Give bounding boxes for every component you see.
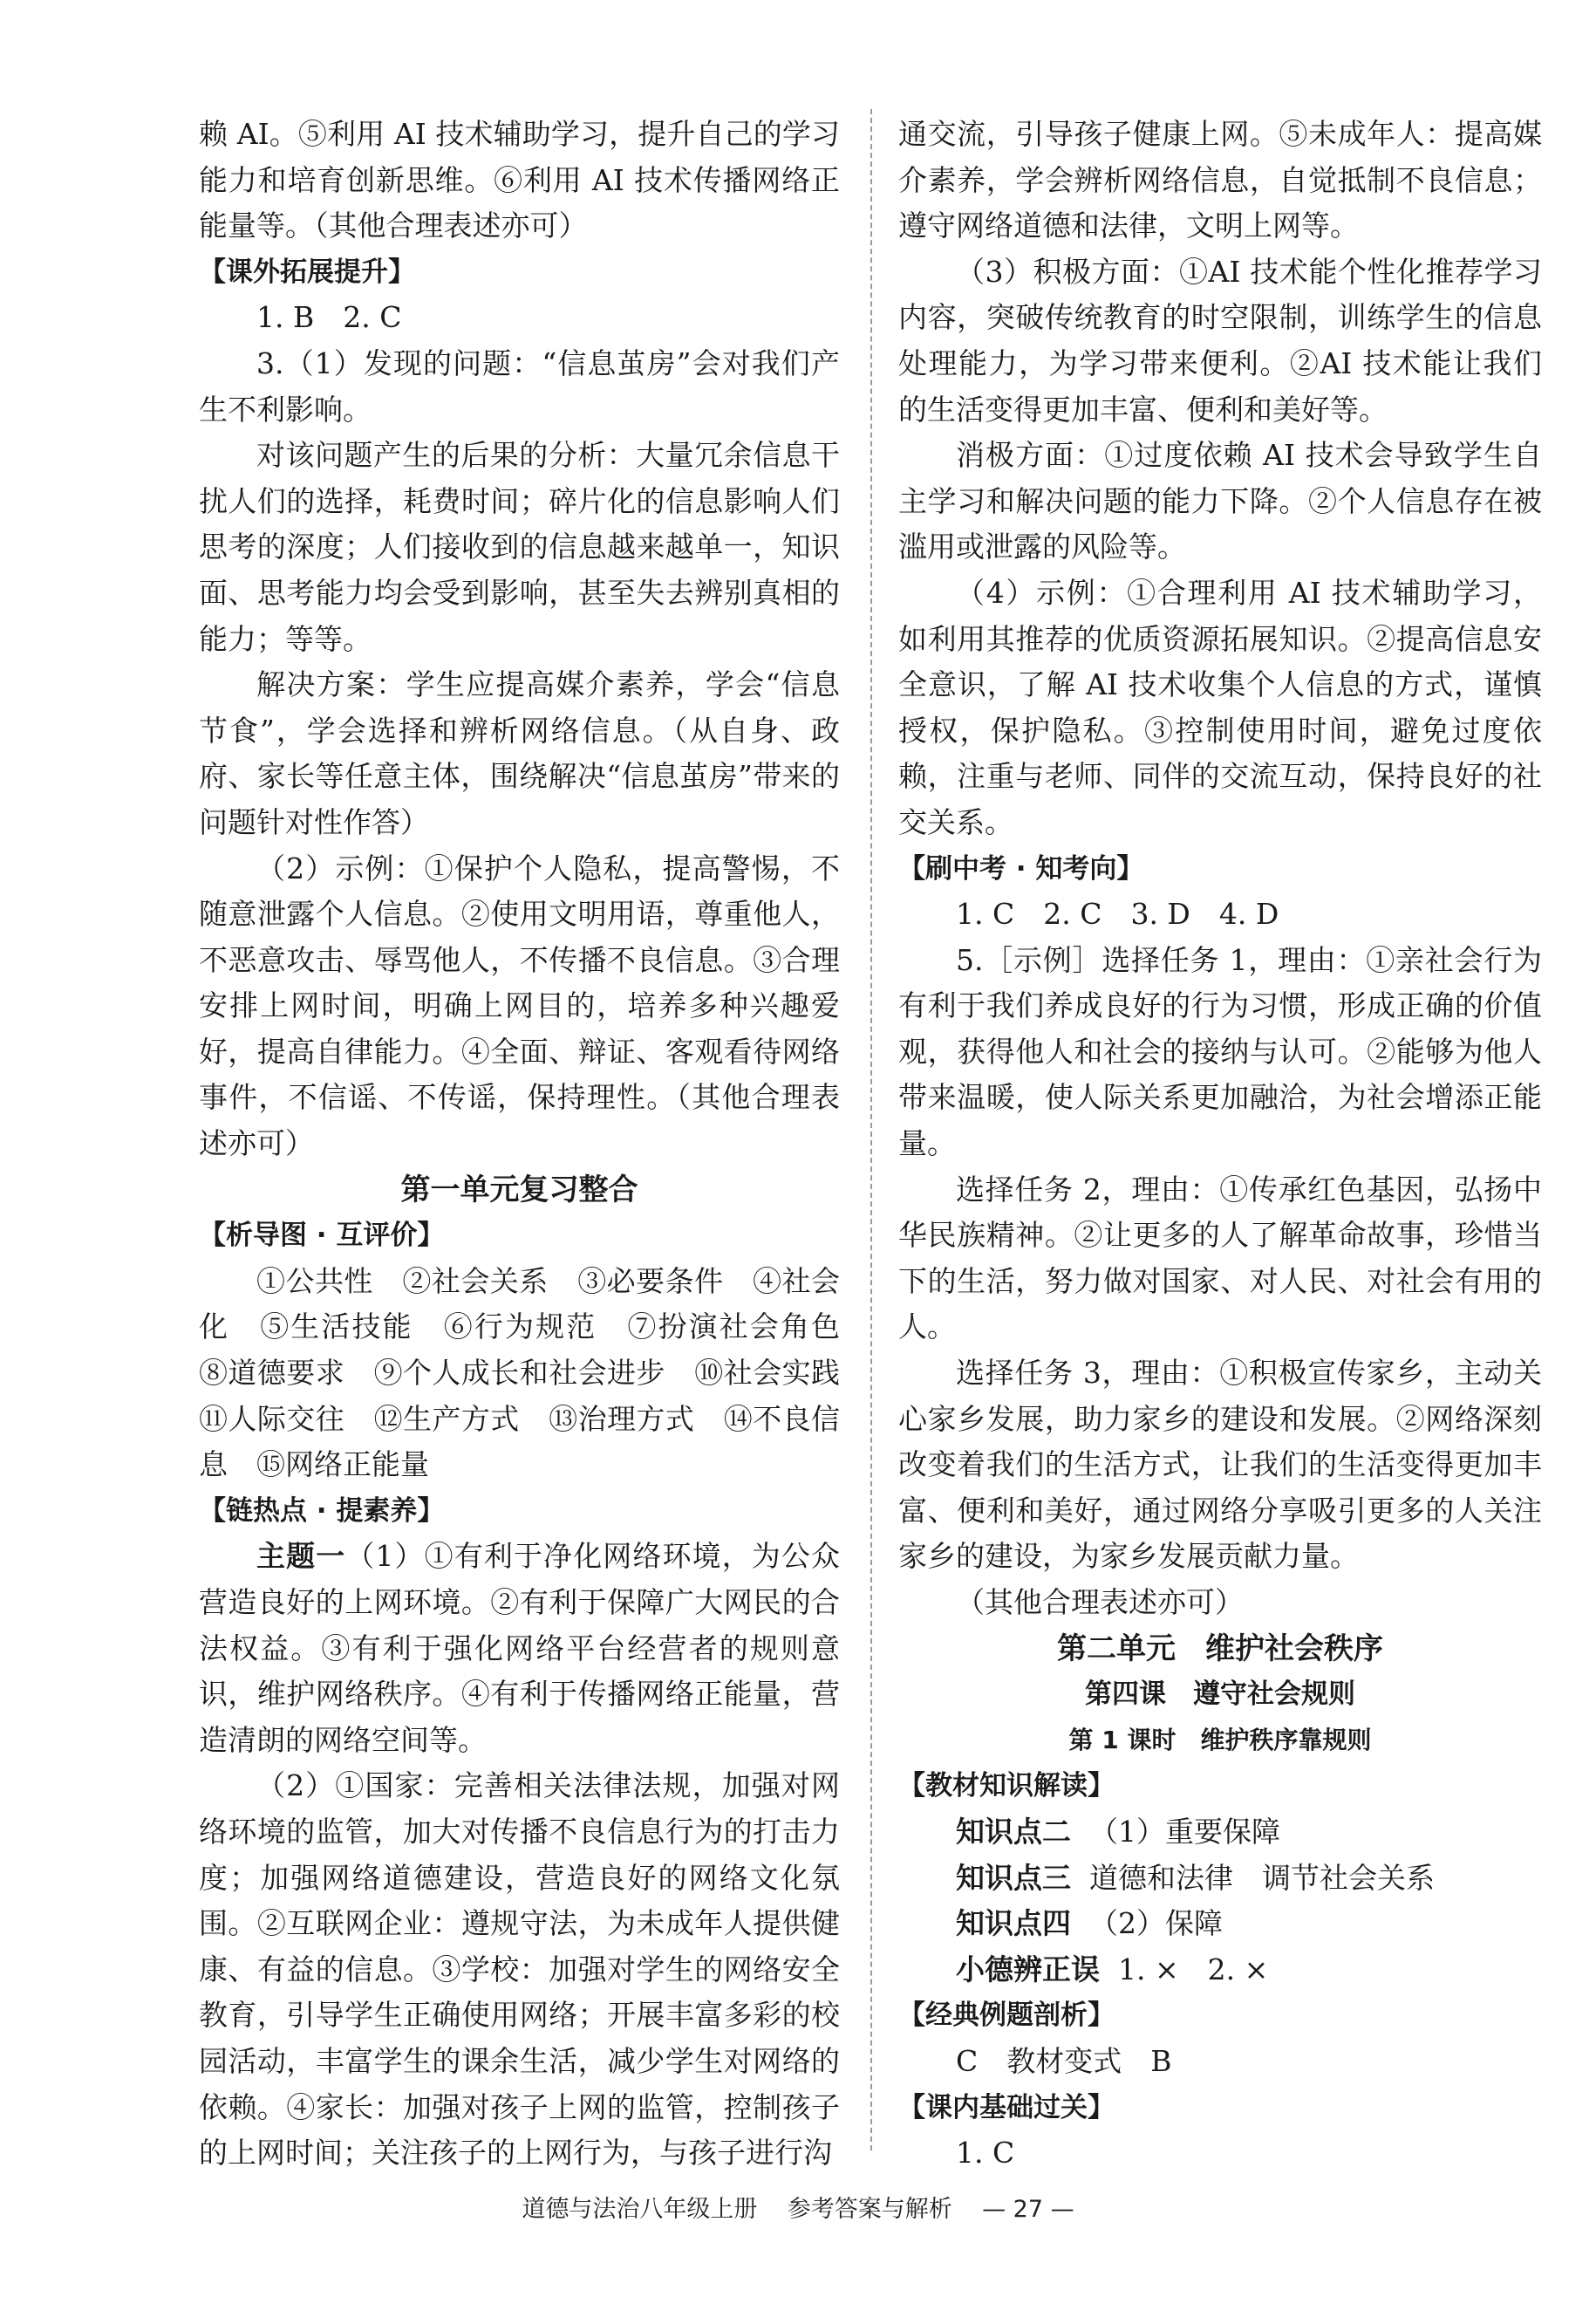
answer-line: C 教材变式 B xyxy=(956,2043,1172,2078)
knowledge-point xyxy=(898,1856,1542,1902)
footer-section: 参考答案与解析 xyxy=(787,2196,952,2223)
knowledge-value: 道德和法律 调节社会关系 xyxy=(1088,1860,1435,1895)
paragraph: （2）示例：①保护个人隐私，提高警惕，不随意泄露个人信息。②使用文明用语，尊重他人，不恶意攻击、辱骂他人，不传播不良信息。③合理安排上网时间，明确上网目的，培养多种兴趣爱好，提高自律能力。④全面、辩证、客观看待网络事件，不信谣、不传谣，保持理性。（其他合理表述亦可） xyxy=(199,851,840,1161)
paragraph: 对该问题产生的后果的分析：大量冗余信息干扰人们的选择，耗费时间；碎片化的信息影响人们思考的深度；人们接收到的信息越来越单一，知识面、思考能力均会受到影响，甚至失去辨别真相的能力；等等。 xyxy=(199,438,840,656)
paragraph: （3）积极方面：①AI 技术能个性化推荐学习内容，突破传统教育的时空限制，训练学生的信息处理能力，为学习带来便利。②AI 技术能让我们的生活变得更加丰富、便利和美好等。 xyxy=(898,254,1542,427)
section-heading: 【析导图 · 互评价】 xyxy=(199,1220,445,1252)
knowledge-label: 知识点二 xyxy=(956,1814,1071,1849)
paragraph: （其他合理表述亦可） xyxy=(956,1585,1244,1619)
unit-review-title: 第一单元复习整合 xyxy=(400,1172,638,1207)
right-column xyxy=(898,112,1542,2177)
section-heading: 【教材知识解读】 xyxy=(898,1770,1115,1802)
knowledge-label: 知识点三 xyxy=(956,1860,1071,1895)
section-heading: 【课内基础过关】 xyxy=(898,2091,1115,2123)
knowledge-point xyxy=(898,1947,1542,1993)
section-heading: 【链热点 · 提素养】 xyxy=(199,1494,445,1527)
book-title: 道德与法治八年级上册 xyxy=(522,2196,758,2223)
answer-line: 1. B 2. C xyxy=(256,300,402,335)
paragraph: （4）示例：①合理利用 AI 技术辅助学习，如利用其推荐的优质资源拓展知识。②提高信息安全意识，了解 AI 技术收集个人信息的方式，谨慎授权，保护隐私。③控制使用时间，避免过度依赖，注重与老师、同伴的交流互动，保持良好的社交关系。 xyxy=(898,575,1542,839)
page-footer xyxy=(0,2190,1596,2224)
paragraph xyxy=(199,1534,840,1763)
paragraph: 5.［示例］选择任务 1，理由：①亲社会行为有利于我们养成良好的行为习惯，形成正确的价值观，获得他人和社会的接纳与认可。②能够为他人带来温暖，使人际关系更加融洽，为社会增添正能量。 xyxy=(898,942,1542,1161)
paragraph: ①公共性 ②社会关系 ③必要条件 ④社会化 ⑤生活技能 ⑥行为规范 ⑦扮演社会角色 ⑧道德要求 ⑨个人成长和社会进步 ⑩社会实践 ⑪人际交往 ⑫生产方式 ⑬治理方式 ⑭不良信息 ⑮网络正能量 xyxy=(199,1263,869,1482)
paragraph: 通交流，引导孩子健康上网。⑤未成年人：提高媒介素养，学会辨析网络信息，自觉抵制不良信息；遵守网络道德和法律，文明上网等。 xyxy=(898,117,1542,243)
theme-text: （1）①有利于净化网络环境，为公众营造良好的上网环境。②有利于保障广大网民的合法权益。③有利于强化网络平台经营者的规则意识，维护网络秩序。④有利于传播网络正能量，营造清朗的网络空间等。 xyxy=(199,1539,841,1757)
period-title: 第 1 课时 维护秩序靠规则 xyxy=(1068,1725,1372,1754)
left-column xyxy=(199,112,869,2177)
section-heading: 【经典例题剖析】 xyxy=(898,2000,1115,2032)
paragraph: 选择任务 3，理由：①积极宣传家乡，主动关心家乡发展，助力家乡的建设和发展。②网络深刻改变着我们的生活方式，让我们的生活变得更加丰富、便利和美好，通过网络分享吸引更多的人关注家乡的建设，为家乡发展贡献力量。 xyxy=(898,1356,1542,1574)
knowledge-point xyxy=(898,1809,1542,1856)
answer-line: 1. C 2. C 3. D 4. D xyxy=(956,897,1279,932)
section-heading: 【课外拓展提升】 xyxy=(199,256,415,288)
page-number: — 27 — xyxy=(982,2196,1074,2223)
knowledge-label: 知识点四 xyxy=(956,1906,1071,1941)
theme-label: 主题一 xyxy=(256,1539,346,1574)
knowledge-value: 1. × 2. × xyxy=(1117,1952,1269,1986)
knowledge-label: 小德辨正误 xyxy=(956,1952,1100,1986)
knowledge-point xyxy=(898,1901,1542,1947)
lesson-title: 第四课 遵守社会规则 xyxy=(1085,1678,1355,1711)
paragraph: 赖 AI。⑤利用 AI 技术辅助学习，提升自己的学习能力和培育创新思维。⑥利用 AI 技术传播网络正能量等。（其他合理表述亦可） xyxy=(199,117,840,243)
paragraph: 解决方案：学生应提高媒介素养，学会“信息节食”，学会选择和辨析网络信息。（从自身、政府、家长等任意主体，围绕解决“信息茧房”带来的问题针对性作答） xyxy=(199,667,840,839)
paragraph: 3.（1）发现的问题：“信息茧房”会对我们产生不利影响。 xyxy=(199,345,840,427)
section-heading: 【刷中考 · 知考向】 xyxy=(898,852,1144,885)
paragraph: （2）①国家：完善相关法律法规，加强对网络环境的监管，加大对传播不良信息行为的打击力度；加强网络道德建设，营造良好的网络文化氛围。②互联网企业：遵规守法，为未成年人提供健康、有益的信息。③学校：加强对学生的网络安全教育，引导学生正确使用网络；开展丰富多彩的校园活动，丰富学生的课余生活，减少学生对网络的依赖。④家长：加强对孩子上网的监管，控制孩子的上网时间；关注孩子的上网行为，与孩子进行沟 xyxy=(199,1768,840,2171)
paragraph: 选择任务 2，理由：①传承红色基因，弘扬中华民族精神。②让更多的人了解革命故事，珍惜当下的生活，努力做对国家、对人民、对社会有用的人。 xyxy=(898,1172,1542,1344)
unit-title: 第二单元 维护社会秩序 xyxy=(1057,1631,1383,1666)
column-divider xyxy=(870,109,872,2150)
paragraph: 消极方面：①过度依赖 AI 技术会导致学生自主学习和解决问题的能力下降。②个人信息存在被滥用或泄露的风险等。 xyxy=(898,438,1542,564)
knowledge-value: （2）保障 xyxy=(1088,1906,1223,1941)
answer-line: 1. C xyxy=(956,2136,1015,2171)
knowledge-value: （1）重要保障 xyxy=(1088,1814,1280,1849)
